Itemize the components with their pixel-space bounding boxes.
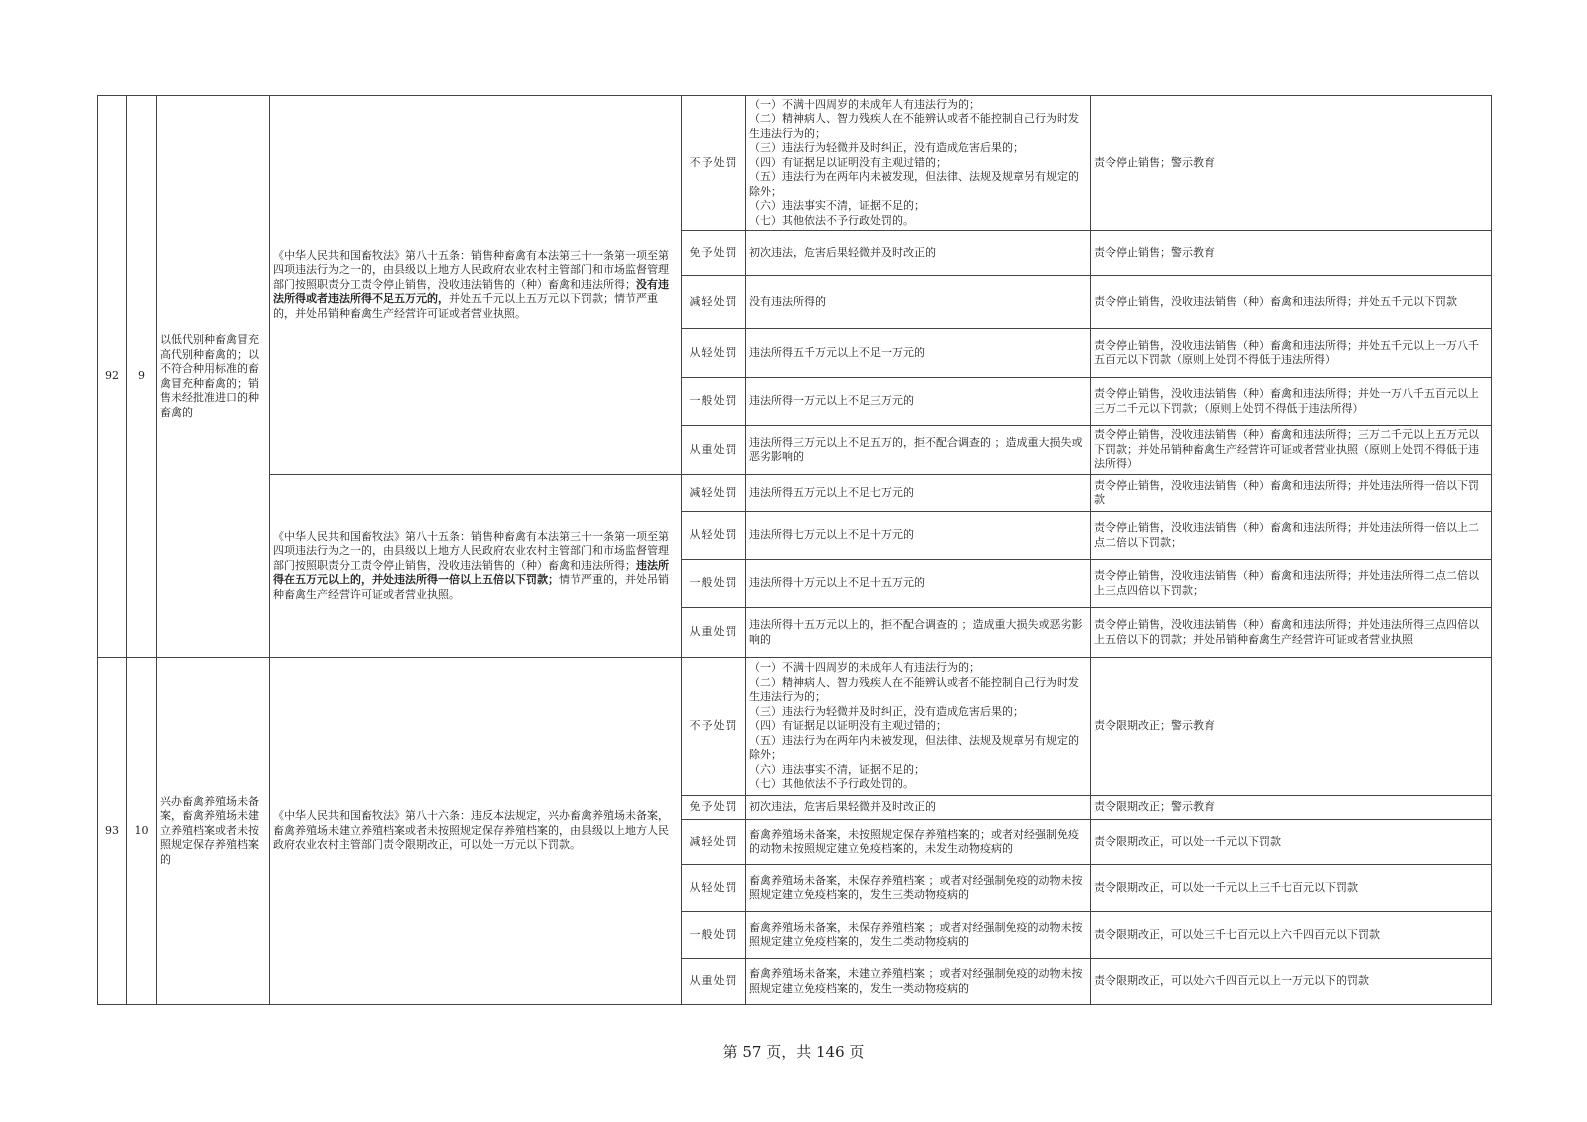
legal-basis-text: 并处五千元以上五万元以下罚款；情节严重的，并处吊销种畜禽生产经营许可证或者营业执照。 xyxy=(273,292,658,320)
penalty-condition xyxy=(746,512,1091,560)
penalty-level: 减轻处罚 xyxy=(682,475,746,512)
penalty-level: 一般处罚 xyxy=(682,912,746,959)
condition-line: （三）违法行为轻微并及时纠正，没有造成危害后果的； xyxy=(749,704,1024,718)
condition-line: （五）违法行为在两年内未被发现，但法律、法规及规章另有规定的除外； xyxy=(749,733,1079,762)
violation-behavior: 以低代别种畜禽冒充高代别种畜禽的；以不符合种用标准的畜禽冒充种畜禽的；销售未经批准进口的种畜禽的 xyxy=(157,96,270,658)
penalty-standard: 责令停止销售，没收违法销售（种）畜禽和违法所得；并处五千元以下罚款 xyxy=(1091,276,1492,329)
penalty-standard: 责令限期改正，可以处一千元以上三千七百元以下罚款 xyxy=(1091,865,1492,912)
legal-basis-text: 《中华人民共和国畜牧法》第八十六条：违反本法规定，兴办畜禽养殖场未备案，畜禽养殖场未建立养殖档案或者未按照规定保存养殖档案的，由县级以上地方人民政府农业农村主管部门责令限期改正，可以处一万元以下罚款。 xyxy=(273,809,669,852)
condition-line: （五）违法行为在两年内未被发现，但法律、法规及规章另有规定的除外； xyxy=(749,170,1079,198)
condition-line: （四）有证据足以证明没有主观过错的； xyxy=(749,719,947,733)
penalty-condition xyxy=(746,658,1091,796)
item-number: 92 xyxy=(98,96,127,658)
penalty-standard: 责令限期改正，可以处一千元以下罚款 xyxy=(1091,820,1492,865)
condition-line: （一）不满十四周岁的未成年人有违法行为的； xyxy=(749,97,980,111)
penalty-level: 免予处罚 xyxy=(682,796,746,820)
penalty-standard: 责令停止销售，没收违法销售（种）畜禽和违法所得；并处违法所得二点二倍以上三点四倍以下罚款； xyxy=(1091,560,1492,608)
penalty-level: 减轻处罚 xyxy=(682,276,746,329)
condition-line: 畜禽养殖场未备案，未建立养殖档案 ；或者对经强制免疫的动物未按照规定建立免疫档案的，发生一类动物疫病的 xyxy=(749,967,1083,995)
penalty-condition xyxy=(746,796,1091,820)
penalty-standard: 责令限期改正；警示教育 xyxy=(1091,658,1492,796)
penalty-condition xyxy=(746,865,1091,912)
page-footer: 第 57 页，共 146 页 xyxy=(722,1043,865,1061)
penalty-condition xyxy=(746,329,1091,378)
condition-line: 违法所得十万元以上不足十五万元的 xyxy=(749,576,925,590)
legal-basis-text: 情节严重的，并处吊销种畜禽生产经营许可证或者营业执照。 xyxy=(273,573,669,601)
sub-number: 9 xyxy=(127,96,157,658)
penalty-condition xyxy=(746,231,1091,276)
legal-basis xyxy=(270,475,682,658)
penalty-standard: 责令停止销售，没收违法销售（种）畜禽和违法所得；并处违法所得三点四倍以上五倍以下的罚款；并处吊销种畜禽生产经营许可证或者营业执照 xyxy=(1091,608,1492,658)
legal-basis-text: 《中华人民共和国畜牧法》第八十五条：销售种畜禽有本法第三十一条第一项至第四项违法行为之一的，由县级以上地方人民政府农业农村主管部门和市场监督管理部门按照职责分工责令停止销售，没收违法销售的（种）畜禽和违法所得； xyxy=(273,248,669,291)
penalty-condition xyxy=(746,426,1091,475)
condition-line: 违法所得一万元以上不足三万元的 xyxy=(749,394,914,408)
condition-line: 违法所得五万元以上不足七万元的 xyxy=(749,485,914,499)
penalty-level: 不予处罚 xyxy=(682,658,746,796)
penalty-level: 从轻处罚 xyxy=(682,865,746,912)
condition-line: （六）违法事实不清，证据不足的； xyxy=(749,762,925,776)
penalty-standard: 责令停止销售，没收违法销售（种）畜禽和违法所得；并处五千元以上一万八千五百元以下罚款（原则上处罚不得低于违法所得） xyxy=(1091,329,1492,378)
condition-line: （二）精神病人、智力残疾人在不能辨认或者不能控制自己行为时发生违法行为的； xyxy=(749,112,1079,140)
condition-line: （七）其他依法不予行政处罚的。 xyxy=(749,777,914,791)
condition-line: 畜禽养殖场未备案，未保存养殖档案 ；或者对经强制免疫的动物未按照规定建立免疫档案的，发生二类动物疫病的 xyxy=(749,920,1083,948)
penalty-level: 一般处罚 xyxy=(682,560,746,608)
penalty-level: 从重处罚 xyxy=(682,608,746,658)
penalty-standard: 责令限期改正，可以处三千七百元以上六千四百元以下罚款 xyxy=(1091,912,1492,959)
penalty-level: 从轻处罚 xyxy=(682,512,746,560)
condition-line: （四）有证据足以证明没有主观过错的； xyxy=(749,155,947,169)
penalty-level: 不予处罚 xyxy=(682,96,746,231)
penalty-condition xyxy=(746,560,1091,608)
penalty-condition xyxy=(746,378,1091,426)
condition-line: （六）违法事实不清，证据不足的； xyxy=(749,199,925,213)
penalty-table xyxy=(97,95,1492,1005)
penalty-standard: 责令停止销售；警示教育 xyxy=(1091,96,1492,231)
condition-line: 违法所得七万元以上不足十万元的 xyxy=(749,528,914,542)
penalty-condition xyxy=(746,96,1091,231)
legal-basis-emphasis: 没有违法所得或者违法所得不足五万元的， xyxy=(273,277,669,306)
condition-line: 违法所得五千万元以上不足一万元的 xyxy=(749,345,925,359)
penalty-level: 从重处罚 xyxy=(682,959,746,1005)
sub-number: 10 xyxy=(127,658,157,1005)
penalty-level: 一般处罚 xyxy=(682,378,746,426)
penalty-level: 从重处罚 xyxy=(682,426,746,475)
penalty-standard: 责令限期改正；警示教育 xyxy=(1091,796,1492,820)
penalty-level: 减轻处罚 xyxy=(682,820,746,865)
table-row xyxy=(98,658,1492,796)
penalty-standard: 责令停止销售；警示教育 xyxy=(1091,231,1492,276)
table-row xyxy=(98,475,1492,512)
penalty-standard: 责令停止销售，没收违法销售（种）畜禽和违法所得；并处一万八千五百元以上三万二千元以下罚款；（原则上处罚不得低于违法所得） xyxy=(1091,378,1492,426)
condition-line: 畜禽养殖场未备案，未按照规定保存养殖档案的；或者对经强制免疫的动物未按照规定建立免疫档案的，未发生动物疫病的 xyxy=(749,827,1079,855)
legal-basis-text: 《中华人民共和国畜牧法》第八十五条：销售种畜禽有本法第三十一条第一项至第四项违法行为之一的，由县级以上地方人民政府农业农村主管部门和市场监督管理部门按照职责分工责令停止销售，没收违法销售的（种）畜禽和违法所得； xyxy=(273,529,669,572)
penalty-condition xyxy=(746,276,1091,329)
violation-behavior: 兴办畜禽养殖场未备案，畜禽养殖场未建立养殖档案或者未按照规定保存养殖档案的 xyxy=(157,658,270,1005)
condition-line: （二）精神病人、智力残疾人在不能辨认或者不能控制自己行为时发生违法行为的； xyxy=(749,675,1079,704)
penalty-condition xyxy=(746,959,1091,1005)
table-row xyxy=(98,96,1492,231)
condition-line: 违法所得十五万元以上的，拒不配合调查的 ；造成重大损失或恶劣影响的 xyxy=(749,618,1083,646)
item-number: 93 xyxy=(98,658,127,1005)
condition-line: 没有违法所得的 xyxy=(749,294,826,308)
penalty-level: 免予处罚 xyxy=(682,231,746,276)
condition-line: （七）其他依法不予行政处罚的。 xyxy=(749,213,914,227)
penalty-standard: 责令停止销售，没收违法销售（种）畜禽和违法所得；并处违法所得一倍以下罚款 xyxy=(1091,475,1492,512)
penalty-condition xyxy=(746,820,1091,865)
condition-line: 畜禽养殖场未备案，未保存养殖档案 ；或者对经强制免疫的动物未按照规定建立免疫档案的，发生三类动物疫病的 xyxy=(749,873,1083,901)
legal-basis xyxy=(270,96,682,475)
condition-line: 违法所得三万元以上不足五万的，拒不配合调查的 ；造成重大损失或恶劣影响的 xyxy=(749,435,1083,463)
legal-basis-emphasis: 违法所得在五万元以上的，并处违法所得一倍以上五倍以下罚款； xyxy=(273,558,669,587)
penalty-condition xyxy=(746,912,1091,959)
condition-line: 初次违法，危害后果轻微并及时改正的 xyxy=(749,245,936,259)
legal-basis xyxy=(270,658,682,1005)
condition-line: （一）不满十四周岁的未成年人有违法行为的； xyxy=(749,661,980,675)
penalty-standard: 责令限期改正，可以处六千四百元以上一万元以下的罚款 xyxy=(1091,959,1492,1005)
penalty-condition xyxy=(746,475,1091,512)
penalty-standard: 责令停止销售，没收违法销售（种）畜禽和违法所得；三万二千元以上五万元以下罚款；并处吊销种畜禽生产经营许可证或者营业执照（原则上处罚不得低于违法所得） xyxy=(1091,426,1492,475)
condition-line: （三）违法行为轻微并及时纠正，没有造成危害后果的； xyxy=(749,141,1024,155)
penalty-standard: 责令停止销售，没收违法销售（种）畜禽和违法所得；并处违法所得一倍以上二点二倍以下罚款； xyxy=(1091,512,1492,560)
condition-line: 初次违法，危害后果轻微并及时改正的 xyxy=(749,800,936,814)
penalty-level: 从轻处罚 xyxy=(682,329,746,378)
penalty-condition xyxy=(746,608,1091,658)
